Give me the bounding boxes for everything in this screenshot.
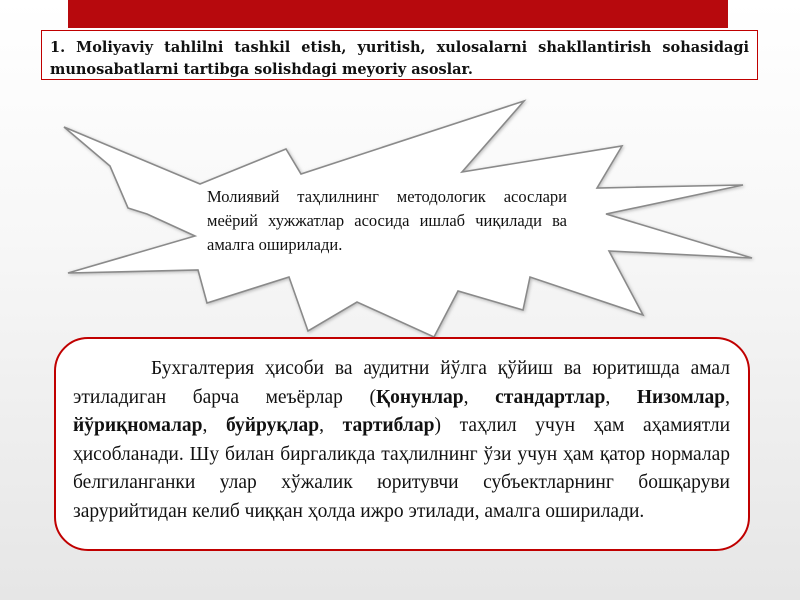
separator: , — [202, 415, 227, 437]
term-standartlar: стандартлар — [495, 386, 606, 408]
main-outro: ) таҳлил учун ҳам аҳамиятли ҳисобланади. Шу билан биргаликда таҳлилнинг ўзи учун ҳам қатор нормалар белгиланганки улар хўжалик юритувчи субъектларнинг бошқаруви зарурийтидан келиб чиққан ҳолда ижро этилади, амалга оширилади. — [73, 415, 731, 522]
main-intro: Бухгалтерия ҳисоби ва аудитни йўлга қўйиш ва юритишда амал этиладиган барча меъёрлар ( — [73, 358, 730, 408]
separator: , — [605, 386, 637, 408]
term-tartiblar: тартиблар — [342, 415, 435, 437]
term-yoriqnomalar: йўриқномалар — [73, 415, 203, 437]
separator: , — [725, 386, 731, 408]
term-buyruqlar: буйруқлар — [226, 415, 320, 437]
term-nizomlar: Низомлар — [636, 386, 726, 408]
separator: , — [463, 386, 496, 408]
main-text-box — [54, 337, 750, 551]
slide-title-text: 1. Moliyaviy tahlilni tashkil etish, yuritish, xulosalarni shakllantirish sohasidagi munosabatlarni tartibga solishdagi meyoriy asoslar. — [50, 39, 749, 78]
term-qonunlar: Қонунлар — [375, 386, 464, 408]
separator: , — [319, 415, 343, 437]
burst-text: Молиявий таҳлилнинг методологик асослари меёрий хужжатлар асосида ишлаб чиқилади ва амалга оширилади. — [207, 187, 567, 254]
